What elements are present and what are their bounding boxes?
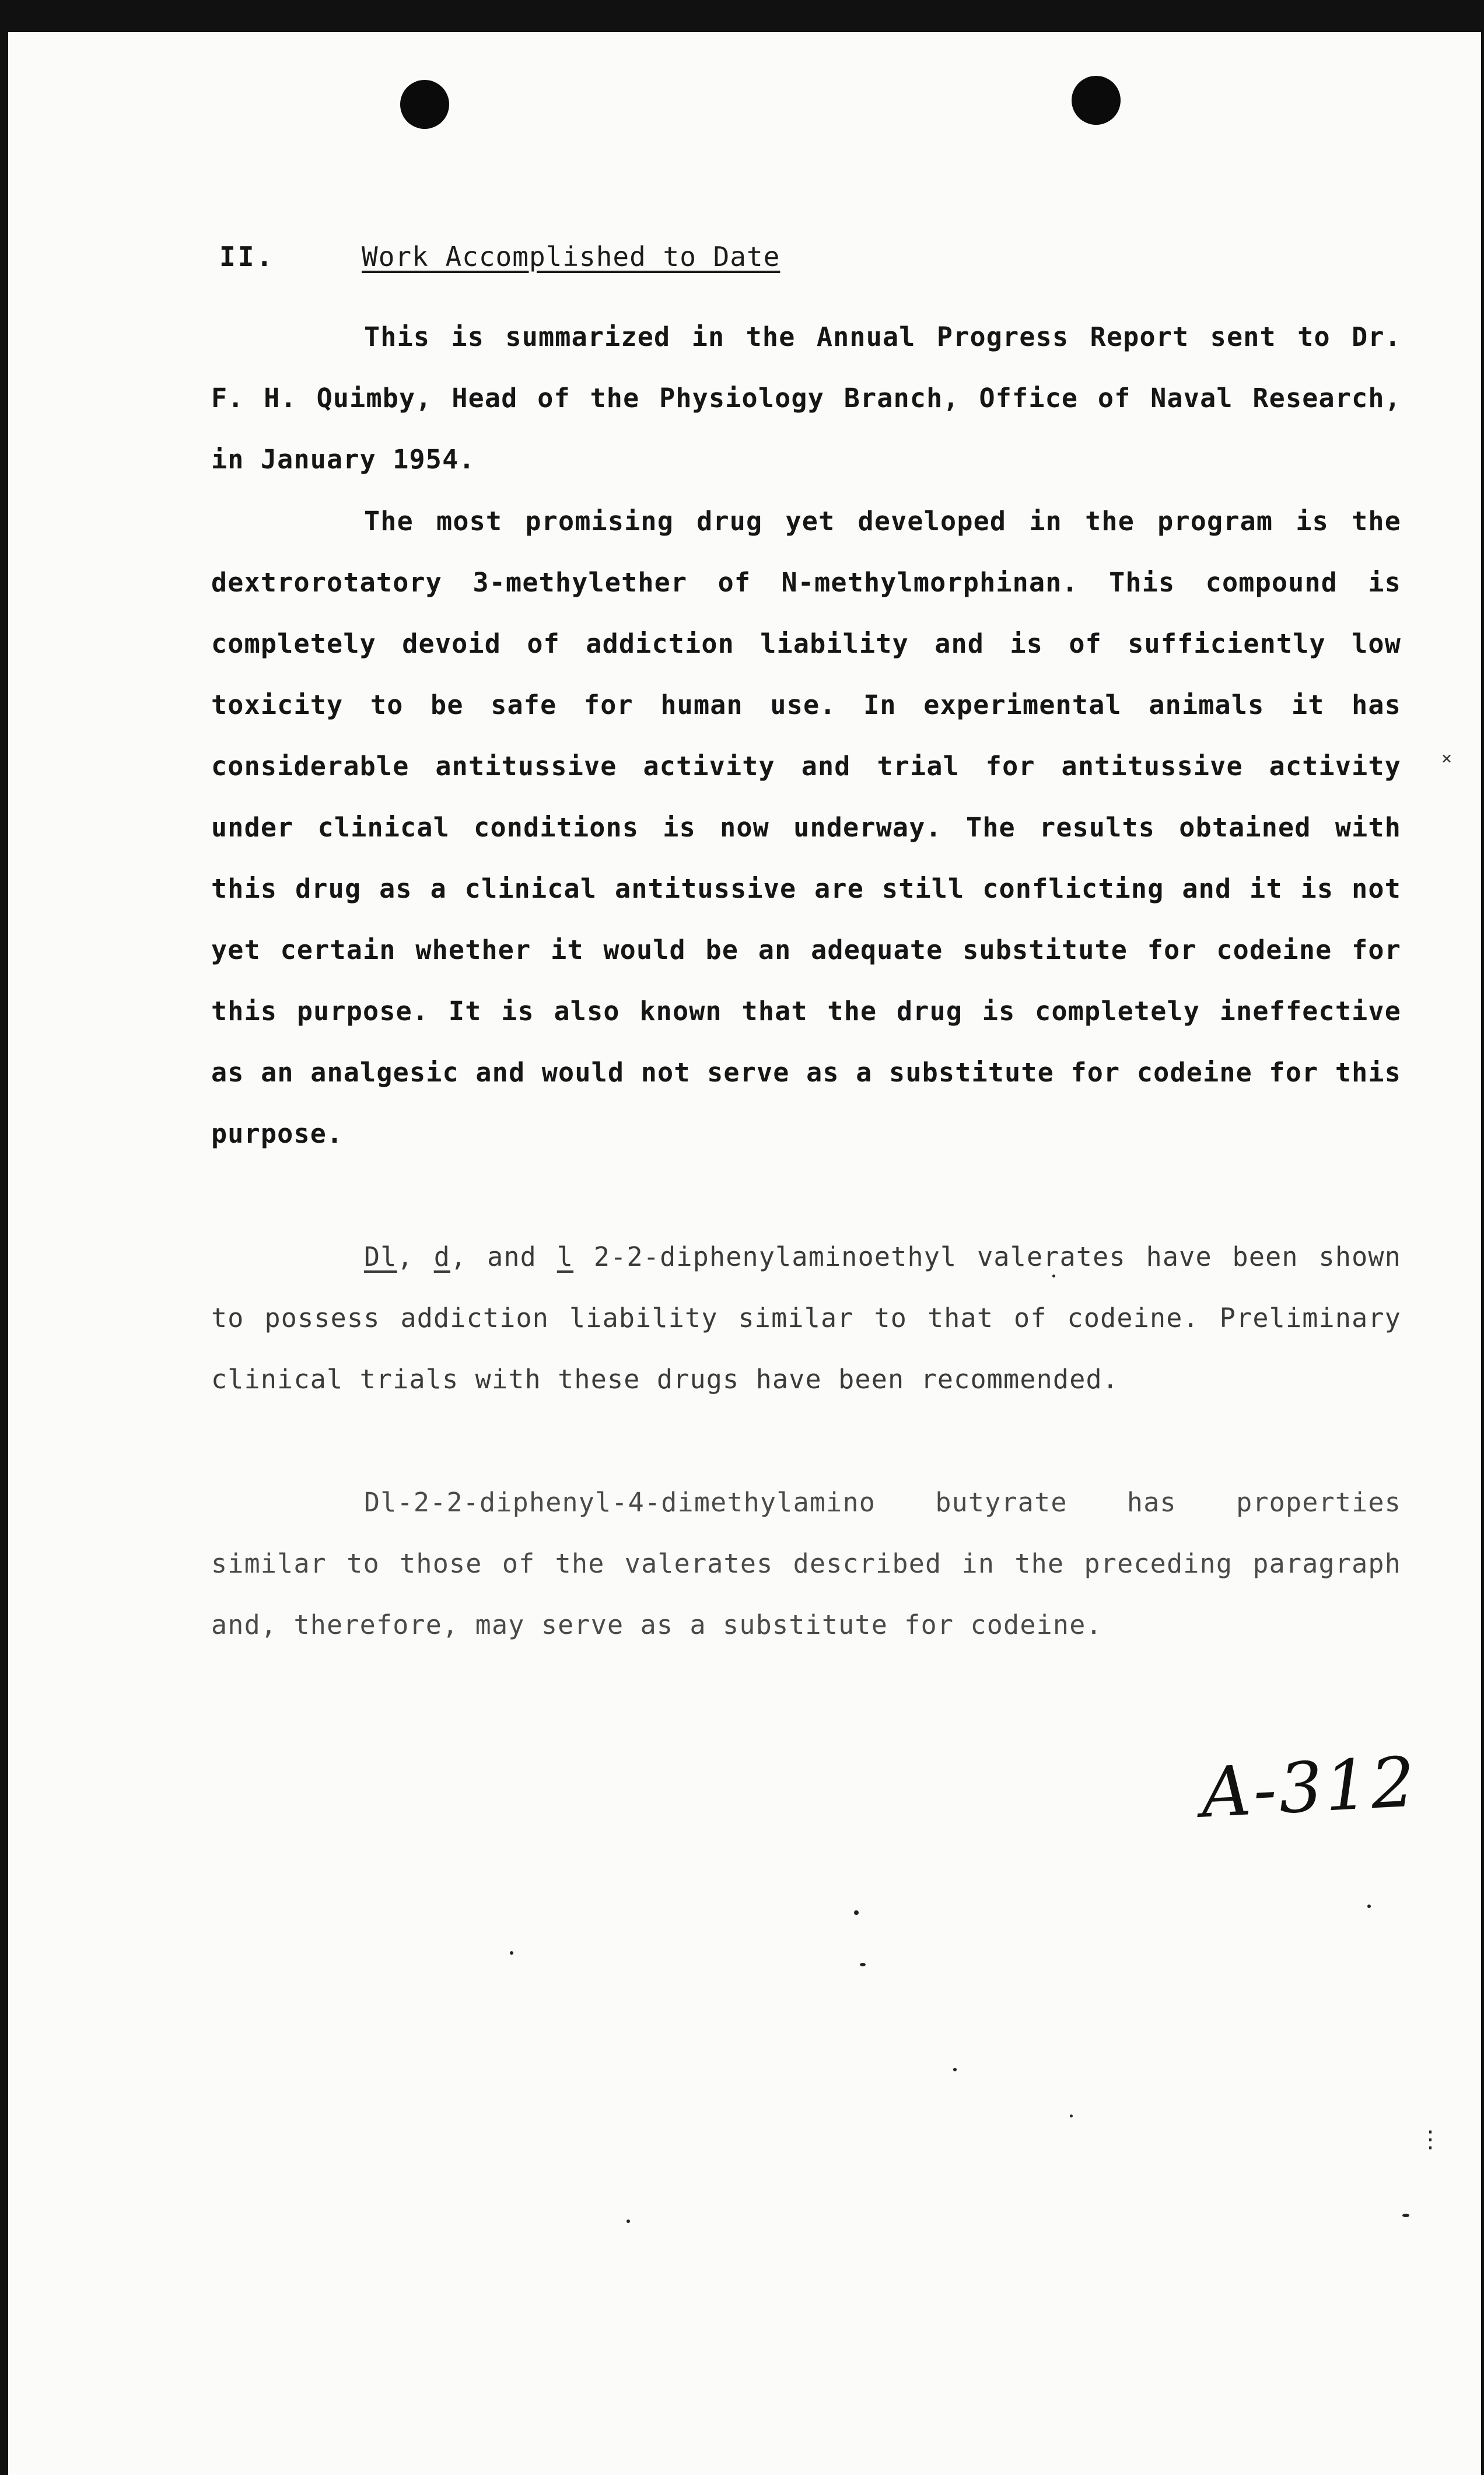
paragraph-progress-report bbox=[211, 306, 1401, 490]
separator-1: , bbox=[397, 1241, 434, 1272]
scan-speck bbox=[1052, 1275, 1055, 1277]
punch-hole-right bbox=[1072, 76, 1121, 125]
paragraph-valerates-text: 2-2-diphenylaminoethyl valerates have been shown to possess addiction liability similar to that of codeine. Preliminary clinical trials with these drugs have been recommended. bbox=[211, 1241, 1401, 1395]
paragraph-promising-drug bbox=[211, 491, 1401, 1164]
scan-speck bbox=[1402, 2214, 1409, 2217]
document-page bbox=[8, 32, 1481, 2475]
section-number: II. bbox=[219, 241, 275, 272]
scan-speck bbox=[510, 1951, 513, 1955]
scan-speck bbox=[860, 1963, 866, 1966]
punch-hole-left bbox=[400, 80, 449, 129]
scan-speck bbox=[1367, 1905, 1371, 1908]
corner-mark: ⋮ bbox=[1419, 2126, 1442, 2153]
scan-speck bbox=[854, 1910, 859, 1915]
paragraph-promising-drug-text: The most promising drug yet developed in the program is the dextrorotatory 3-methylether of N-methylmorphinan. This compound is completely devoid of addiction liability and is of sufficiently low toxicity to be safe for human use. In experimental animals it has considerable antitussive activity and trial for antitussive activity under clinical conditions is now underway. The results obtained with this drug as a clinical antitussive are still conflicting and it is not yet certain whether it would be an adequate substitute for codeine for this purpose. It is also known that the drug is completely ineffective as an analgesic and would not serve as a substitute for codeine for this purpose. bbox=[211, 506, 1401, 1149]
margin-mark: × bbox=[1441, 748, 1452, 769]
form-d: d bbox=[433, 1241, 450, 1272]
separator-2: , and bbox=[450, 1241, 557, 1272]
paragraph-butyrate bbox=[211, 1472, 1401, 1655]
section-title: Work Accomplished to Date bbox=[362, 241, 780, 272]
scan-speck bbox=[626, 2220, 630, 2223]
form-dl: Dl bbox=[364, 1241, 397, 1272]
paragraph-progress-report-text: This is summarized in the Annual Progress Report sent to Dr. F. H. Quimby, Head of the Physiology Branch, Office of Naval Research, in January 1954. bbox=[211, 321, 1401, 475]
paragraph-valerates bbox=[211, 1226, 1401, 1410]
paragraph-butyrate-text: Dl-2-2-diphenyl-4-dimethylamino butyrate has properties similar to those of the valerates described in the preceding paragraph and, therefore, may serve as a substitute for codeine. bbox=[211, 1487, 1401, 1640]
scan-speck bbox=[1070, 2115, 1073, 2117]
form-l: l bbox=[556, 1241, 574, 1272]
handwritten-document-code: A-312 bbox=[1199, 1741, 1419, 1833]
scan-speck bbox=[953, 2068, 957, 2071]
